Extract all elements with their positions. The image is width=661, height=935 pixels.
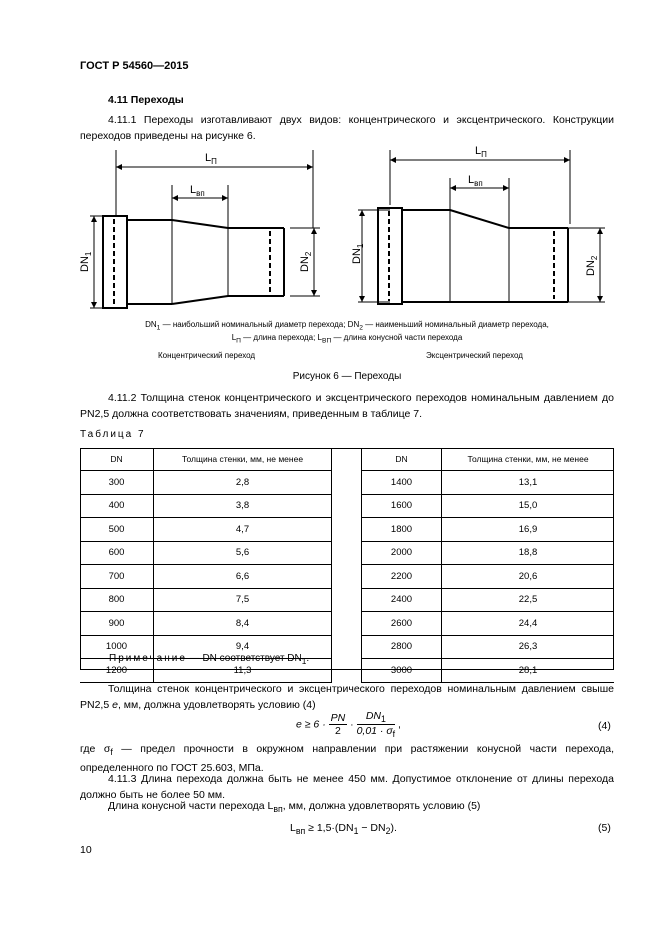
formula-5 (290, 822, 397, 836)
cell-thickness: 20,6 (442, 565, 615, 589)
cell-thickness: 13,1 (442, 471, 615, 495)
cell-dn: 2200 (362, 565, 442, 589)
figure-legend-line-1: $DN_1$ — наибольший номинальный диаметр перехода; $DN_2$ — наименьший номинальный диаметр перехода, (145, 320, 549, 332)
cell-thickness: 18,8 (442, 541, 615, 565)
cell-thickness: 7,5 (154, 588, 332, 612)
eccentric-lp-label: $L_П$ (475, 145, 487, 159)
eccentric-dn1-label: $DN_1$ (351, 243, 365, 264)
table-row (362, 471, 615, 495)
cell-dn: 300 (80, 471, 154, 495)
table-row (80, 518, 332, 542)
paragraph-cone (80, 799, 614, 818)
concentric-dn2-label: $DN_2$ (299, 251, 313, 272)
table-row (362, 494, 615, 518)
formula-4-den2-sub: f (392, 729, 396, 740)
cell-dn: 2600 (362, 612, 442, 636)
concentric-dn1-label: $DN_1$ (79, 251, 93, 272)
paragraph-cone-b: , мм, должна удовлетворять условию (5) (282, 800, 481, 812)
formula-4-number: (4) (598, 720, 611, 732)
cell-thickness: 24,4 (442, 612, 615, 636)
col-header-thickness: Толщина стенки, мм, не менее (154, 448, 332, 471)
formula-4 (296, 710, 401, 739)
formula-5-d: ). (390, 822, 397, 834)
caption-eccentric: Эксцентрический переход (426, 351, 523, 360)
table-row (80, 565, 332, 589)
table-row (80, 471, 332, 495)
cell-dn: 1800 (362, 518, 442, 542)
cell-thickness: 22,5 (442, 588, 615, 612)
table-row (362, 565, 615, 589)
cell-dn: 2000 (362, 541, 442, 565)
col-header-thickness-right: Толщина стенки, мм, не менее (442, 448, 615, 471)
figure-legend-line-2: $L_П$ — длина перехода; $L_{ВП}$ — длина конусной части перехода (231, 333, 463, 345)
paragraph-thickness-b: , мм, должна удовлетворять условию (4) (117, 698, 316, 711)
paragraph-sigma-a: где σ (80, 743, 111, 755)
eccentric-transition-drawing (358, 150, 605, 304)
paragraph-4-11-2 (80, 391, 614, 422)
paragraph-sigma (80, 742, 614, 776)
paragraph-sigma-sub: f (110, 747, 113, 758)
paragraph-cone-sub: вп (273, 804, 283, 815)
table-7-note (80, 648, 614, 670)
table-row (80, 588, 332, 612)
cell-thickness: 11,3 (154, 659, 332, 683)
formula-4-dot: · (350, 718, 354, 731)
paragraph-thickness-a: Толщина стенок концентрического и эксцентрического переходов номинальным давлением свыше PN2,5 (80, 683, 614, 711)
cell-thickness: 28,1 (442, 659, 615, 683)
cell-thickness: 9,4 (154, 635, 332, 659)
formula-4-den2: 0,01 · σ (356, 725, 393, 738)
note-end: . (306, 653, 310, 664)
cell-thickness: 5,6 (154, 541, 332, 565)
concentric-lvp-label: $L_{вп}$ (190, 184, 205, 198)
cell-dn: 2400 (362, 588, 442, 612)
figure-caption: Рисунок 6 — Переходы (292, 371, 402, 382)
paragraph-thickness (80, 682, 614, 713)
table-row (362, 588, 615, 612)
formula-4-num1: PN (330, 712, 346, 725)
formula-5-c-sub: 2 (385, 826, 391, 837)
cell-dn: 400 (80, 494, 154, 518)
cell-dn: 1200 (80, 659, 154, 683)
formula-4-den1: 2 (335, 725, 341, 738)
concentric-transition-drawing (90, 150, 320, 308)
cell-dn: 1600 (362, 494, 442, 518)
note-label: Примечание (109, 653, 187, 664)
formula-5-a-sub: вп (295, 826, 306, 837)
table-row (362, 612, 615, 636)
table-row (80, 612, 332, 636)
cell-thickness: 6,6 (154, 565, 332, 589)
paragraph-4-11-3-text: 4.11.3 Длина перехода должна быть не менее 450 мм. Допустимое отклонение от длины перехода должно быть не более 50 мм. (80, 773, 614, 801)
cell-dn: 900 (80, 612, 154, 636)
formula-4-num2-sub: 1 (380, 714, 386, 725)
paragraph-4-11-1-text: 4.11.1 Переходы изготавливают двух видов: концентрического и эксцентрического. Конструкции переходов приведены на рисунке 6. (80, 114, 614, 142)
table-row (80, 541, 332, 565)
formula-5-a: L (290, 822, 296, 834)
cell-dn: 1000 (80, 635, 154, 659)
table-row (362, 518, 615, 542)
col-header-dn-right: DN (362, 448, 442, 471)
formula-4-lhs: e ≥ 6 · (296, 718, 326, 731)
table-7-title: Таблица 7 (80, 429, 146, 440)
cell-thickness: 16,9 (442, 518, 615, 542)
formula-5-number: (5) (598, 822, 611, 834)
cell-dn: 1400 (362, 471, 442, 495)
table-row (362, 541, 615, 565)
cell-thickness: 8,4 (154, 612, 332, 636)
eccentric-dn2-label: $DN_2$ (585, 255, 599, 276)
caption-concentric: Концентрический переход (158, 351, 256, 360)
cell-dn: 800 (80, 588, 154, 612)
eccentric-lvp-label: $L_{вп}$ (468, 174, 483, 188)
cell-thickness: 26,3 (442, 635, 615, 659)
page-number: 10 (80, 844, 92, 856)
table-row (80, 494, 332, 518)
note-sub: 1 (301, 656, 307, 666)
cell-dn: 2800 (362, 635, 442, 659)
cell-thickness: 3,8 (154, 494, 332, 518)
cell-thickness: 4,7 (154, 518, 332, 542)
concentric-lp-label: $L_П$ (205, 152, 217, 166)
formula-4-num2: DN (365, 710, 381, 722)
cell-thickness: 2,8 (154, 471, 332, 495)
section-title: 4.11 Переходы (108, 94, 184, 106)
cell-dn: 500 (80, 518, 154, 542)
cell-thickness: 15,0 (442, 494, 615, 518)
paragraph-4-11-2-text: 4.11.2 Толщина стенок концентрического и эксцентрического переходов номинальным давлением до PN2,5 должна соответствовать значениям, приведенным в таблице 7. (80, 392, 614, 420)
paragraph-thickness-e: e (112, 698, 118, 711)
formula-5-b-sub: 1 (353, 826, 359, 837)
document-code: ГОСТ Р 54560—2015 (80, 60, 189, 72)
note-text: — DN соответствует DN (186, 653, 302, 664)
formula-5-b: ≥ 1,5·(DN (305, 822, 354, 834)
cell-dn: 700 (80, 565, 154, 589)
cell-dn: 3000 (362, 659, 442, 683)
cell-dn: 600 (80, 541, 154, 565)
paragraph-cone-a: Длина конусной части перехода L (108, 800, 274, 812)
formula-5-c: − DN (358, 822, 386, 834)
col-header-dn: DN (80, 448, 154, 471)
formula-4-end: , (398, 718, 401, 731)
paragraph-sigma-b: — предел прочности в окружном направлении при растяжении конусной части перехода, определенного по ГОСТ 25.603, МПа. (80, 743, 614, 774)
